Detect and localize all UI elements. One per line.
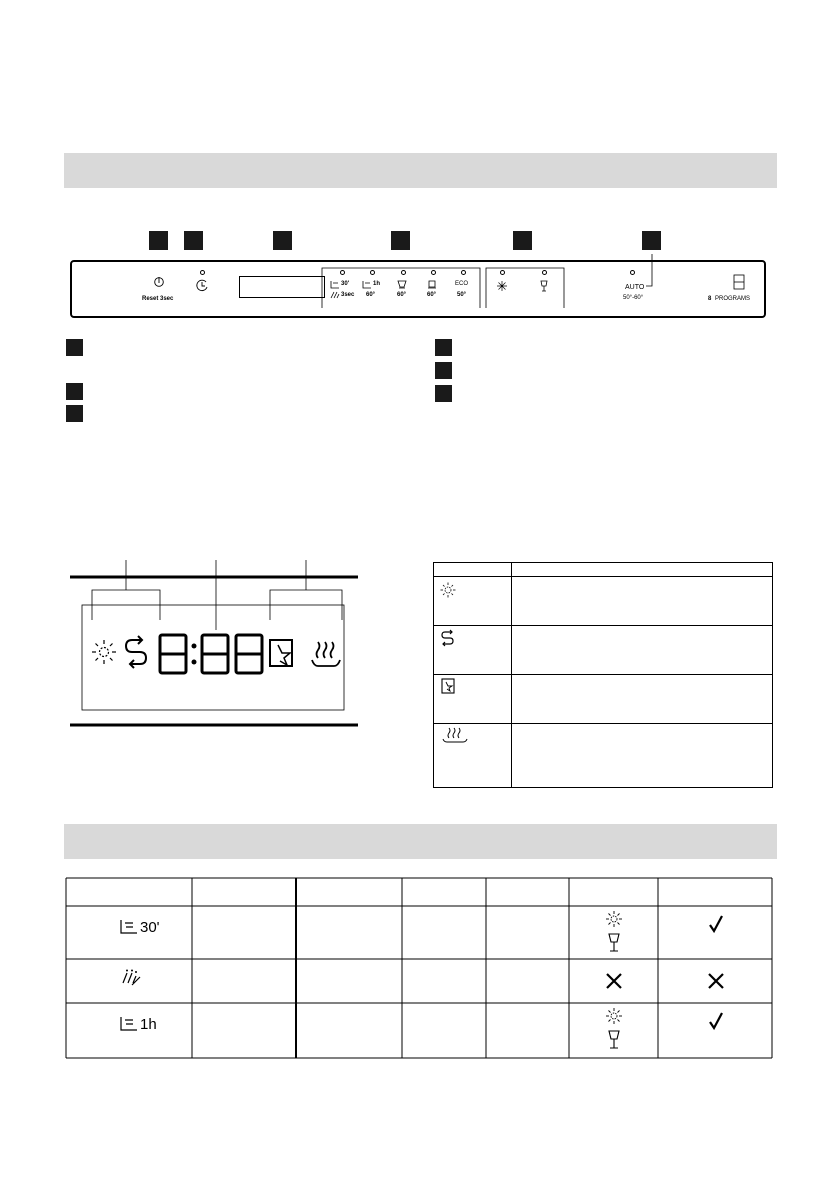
callout-marker-4 — [391, 231, 410, 250]
legend-marker-1 — [66, 339, 83, 356]
check-icon — [708, 1012, 724, 1030]
display-illustration — [70, 560, 360, 735]
prewash-icon — [330, 291, 340, 299]
glass-icon — [540, 281, 548, 292]
callout-marker-6 — [642, 231, 661, 250]
regeneration-display-icon — [126, 636, 146, 668]
program-column-2[interactable]: 1h 60° — [362, 268, 388, 308]
programs-label: PROGRAMS — [715, 296, 751, 302]
quick-program-icon — [330, 280, 340, 289]
indicator-table — [433, 562, 773, 788]
program-column-4[interactable]: 60° — [422, 268, 446, 308]
program-column-1[interactable]: 30' 3sec — [330, 268, 360, 308]
program-column-5[interactable]: ECO 50° — [453, 268, 477, 308]
heat-display-icon — [312, 642, 340, 666]
control-panel — [70, 260, 766, 318]
rinse-aid-glass-icon — [605, 1007, 623, 1051]
programs-count: 8 — [708, 296, 712, 302]
check-icon — [708, 915, 724, 933]
pot-program-icon — [427, 280, 437, 289]
table-row — [66, 959, 772, 1003]
glass-option[interactable] — [538, 270, 552, 300]
rinse-aid-icon — [440, 582, 456, 598]
rinse-aid-icon — [497, 281, 507, 291]
basket-icon[interactable] — [733, 274, 745, 290]
prewash-icon — [120, 969, 142, 987]
digits-display — [160, 635, 262, 673]
callout-marker-2 — [184, 231, 203, 250]
cross-icon — [707, 972, 725, 990]
callout-marker-3 — [273, 231, 292, 250]
section-header-band-1 — [64, 153, 777, 188]
program-name: 1h — [140, 1016, 157, 1033]
callout-marker-5 — [513, 231, 532, 250]
section-header-band-2 — [64, 824, 777, 859]
legend-marker-2 — [66, 383, 83, 400]
cup-program-icon — [397, 280, 407, 289]
cross-icon — [605, 972, 623, 990]
power-icon[interactable] — [154, 276, 164, 288]
dry-plus-display-icon — [270, 640, 292, 666]
auto-led — [630, 270, 635, 275]
auto-leader-line — [646, 254, 654, 290]
legend-marker-6 — [435, 385, 452, 402]
display-window — [239, 276, 325, 298]
legend-marker-5 — [435, 362, 452, 379]
legend-marker-4 — [435, 339, 452, 356]
callout-marker-1 — [149, 231, 168, 250]
rinse-aid-glass-icon — [605, 910, 623, 954]
rinse-aid-option[interactable] — [496, 270, 510, 300]
program-column-3[interactable]: 60° — [394, 268, 418, 308]
table-row — [66, 906, 772, 959]
table-row — [66, 1003, 772, 1058]
one-hour-program-icon — [119, 1015, 139, 1033]
dry-plus-icon — [441, 678, 455, 694]
quick-program-icon — [119, 918, 139, 936]
legend-marker-3 — [66, 405, 83, 422]
delay-start-icon[interactable] — [195, 278, 209, 292]
program-name: 30' — [140, 919, 160, 936]
auto-range: 50°-60° — [623, 295, 644, 301]
one-hour-program-icon — [362, 280, 372, 289]
reset-label: Reset 3sec — [142, 296, 174, 302]
auto-label[interactable]: AUTO — [625, 284, 645, 291]
program-table — [66, 878, 772, 1058]
heat-icon — [439, 727, 471, 743]
delay-led — [200, 270, 205, 275]
regeneration-icon — [441, 629, 455, 647]
rinse-aid-display-icon — [92, 640, 116, 664]
